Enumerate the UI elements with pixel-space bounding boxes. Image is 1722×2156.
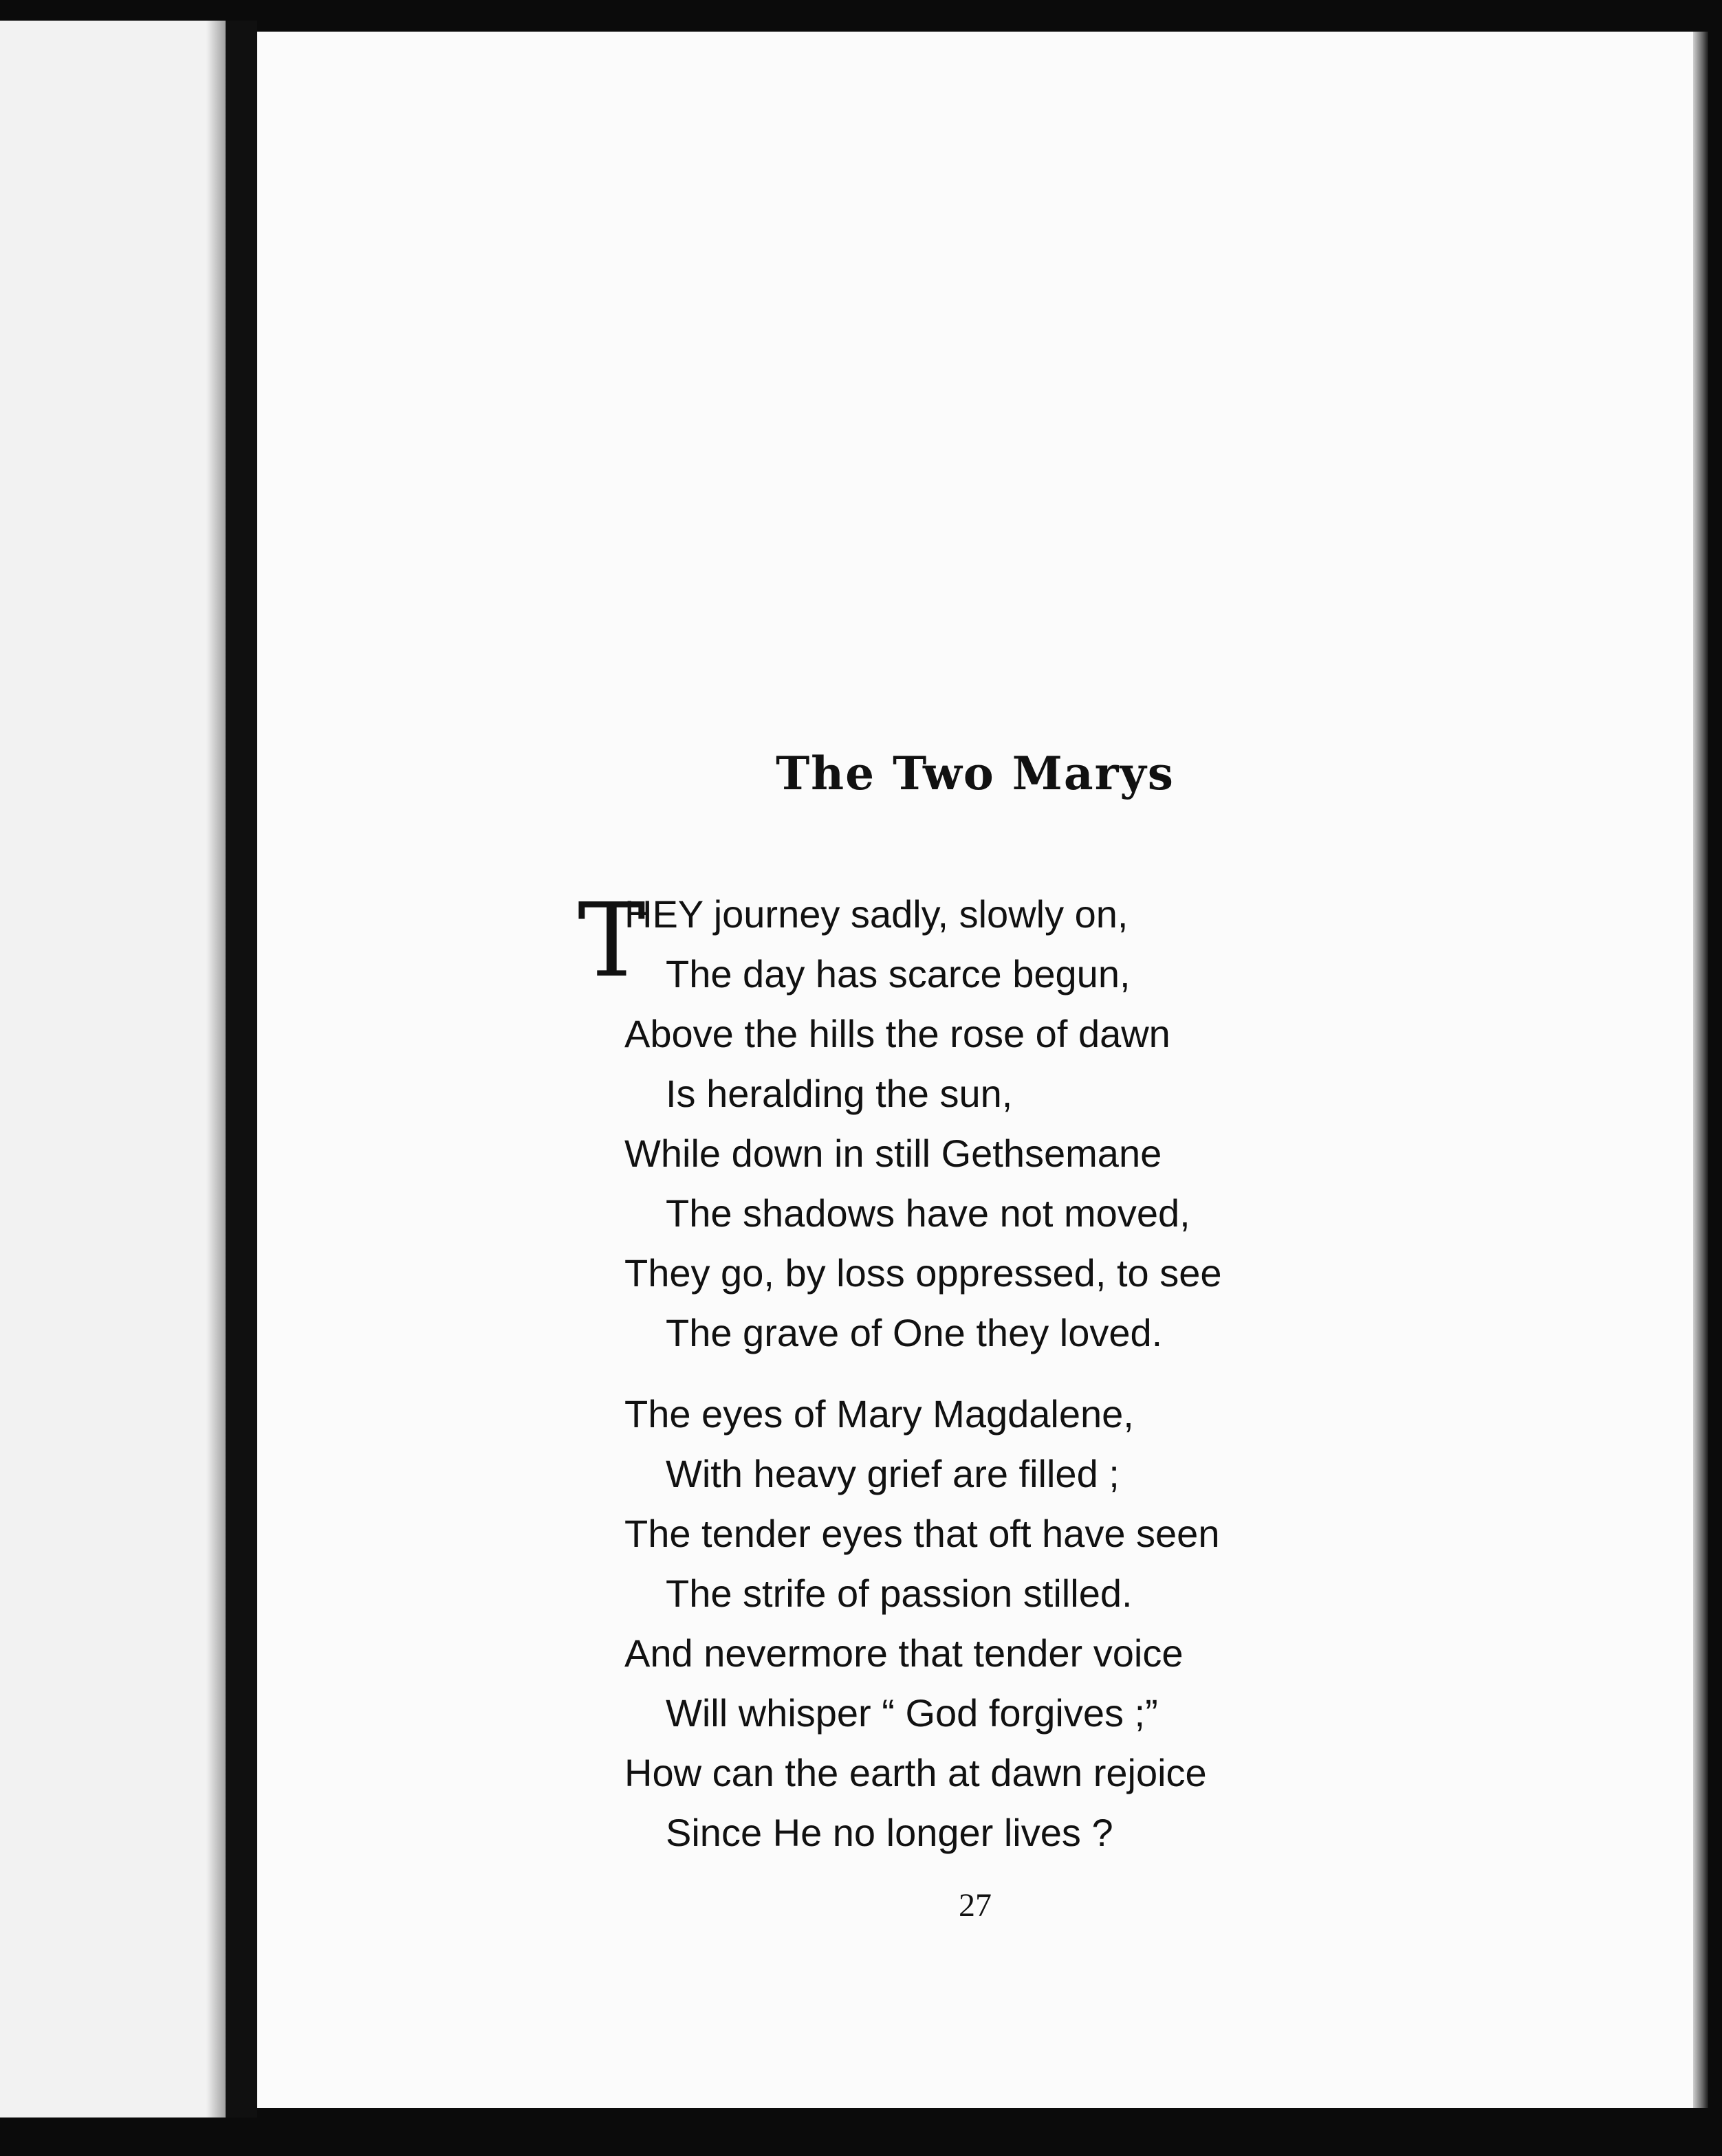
poem-line: They go, by loss oppressed, to see [624,1251,1222,1295]
poem-line: The shadows have not moved, [666,1191,1190,1235]
poem-line: Will whisper “ God forgives ;” [666,1691,1158,1735]
poem-line: HEY journey sadly, slowly on, [624,892,1129,936]
stanza-1 [578,881,1222,1363]
poem-line: Above the hills the rose of dawn [624,1012,1170,1055]
left-page-edge-shadow [206,21,227,2118]
page-number: 27 [959,1887,992,1924]
poem-line: The day has scarce begun, [666,952,1131,996]
poem-line: With heavy grief are filled ; [666,1452,1120,1495]
poem-line: The strife of passion stilled. [666,1572,1133,1615]
drop-cap: T [578,881,646,1000]
poem-line: The tender eyes that oft have seen [624,1512,1220,1555]
poem-line: And nevermore that tender voice [624,1631,1184,1675]
poem-line: While down in still Gethsemane [624,1132,1162,1175]
poem-line: How can the earth at dawn rejoice [624,1751,1207,1794]
right-page-edge [1693,32,1708,2108]
stanza-2 [624,1384,1219,1862]
poem-line: The grave of One they loved. [666,1311,1163,1354]
left-facing-page [0,21,226,2118]
poem-line: Is heralding the sun, [666,1072,1013,1115]
right-page [257,32,1693,2108]
poem-line: Since He no longer lives ? [666,1811,1113,1854]
poem-title: The Two Marys [776,747,1175,800]
poem-line: The eyes of Mary Magdalene, [624,1392,1134,1436]
book-gutter [226,21,257,2118]
